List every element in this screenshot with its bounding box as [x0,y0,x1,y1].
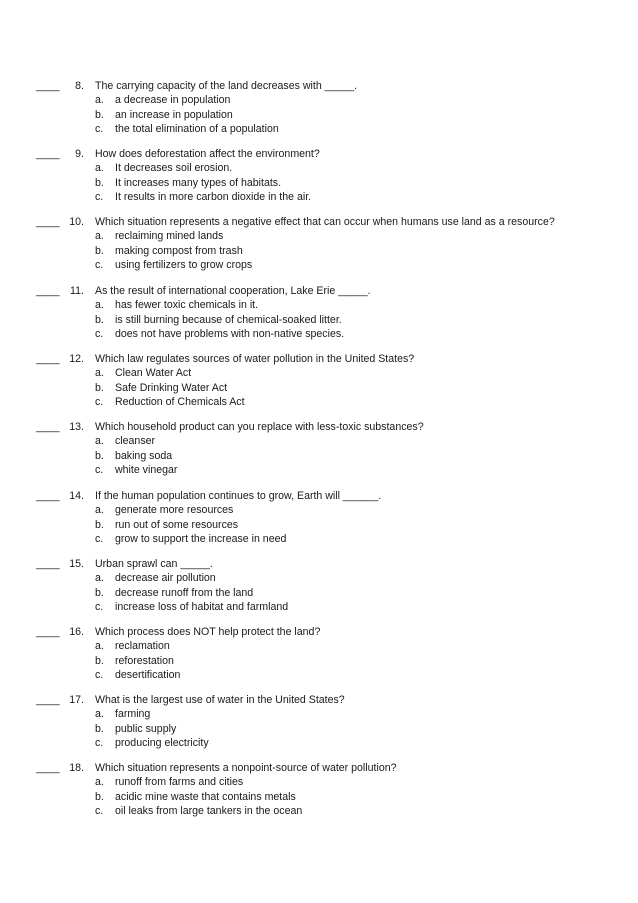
question-number: 18. [69,762,84,774]
option-letter: b. [95,518,104,531]
option-text: Reduction of Chemicals Act [115,396,245,409]
answer-blank: ____ [36,216,60,228]
option-letter: a. [95,162,104,175]
option-letter: c. [95,805,104,818]
option-text: generate more resources [115,504,234,517]
option-text: does not have problems with non-native species. [115,328,345,341]
option-letter: b. [95,381,104,394]
answer-blank: ____ [36,558,60,570]
option-b [0,244,638,258]
option-letter: c. [95,191,104,204]
option-text: white vinegar [115,464,178,477]
option-letter: c. [95,737,104,750]
option-letter: b. [95,654,104,667]
option-text: Safe Drinking Water Act [115,381,228,394]
option-a [0,571,638,585]
option-letter: a. [95,299,104,312]
option-letter: c. [95,328,104,341]
question-text: If the human population continues to grow, Earth will ______. [95,490,382,502]
question-16 [0,625,638,683]
question-number: 13. [69,421,84,433]
option-a [0,366,638,380]
option-c [0,736,638,750]
option-text: desertification [115,669,181,682]
option-text: is still burning because of chemical-soaked litter. [115,313,342,326]
question-number: 11. [70,285,84,297]
option-c [0,395,638,409]
option-b [0,518,638,532]
option-b [0,313,638,327]
option-b [0,449,638,463]
option-letter: b. [95,108,104,121]
option-text: It increases many types of habitats. [115,176,282,189]
answer-blank: ____ [36,762,60,774]
option-text: farming [115,708,151,721]
option-letter: a. [95,640,104,653]
option-b [0,586,638,600]
option-text: increase loss of habitat and farmland [115,601,289,614]
option-text: public supply [115,722,177,735]
option-b [0,790,638,804]
option-letter: c. [95,601,104,614]
option-text: reclamation [115,640,170,653]
option-letter: b. [95,449,104,462]
answer-blank: ____ [36,694,60,706]
question-text: Which situation represents a negative effect that can occur when humans use land as a resource? [95,216,555,228]
question-text: Which process does NOT help protect the land? [95,626,321,638]
option-letter: b. [95,176,104,189]
question-number: 12. [69,353,84,365]
option-a [0,503,638,517]
option-text: using fertilizers to grow crops [115,259,253,272]
question-number: 9. [75,148,84,160]
question-number: 8. [75,80,84,92]
option-letter: a. [95,230,104,243]
question-15 [0,557,638,615]
question-text: The carrying capacity of the land decreases with _____. [95,80,358,92]
option-letter: a. [95,708,104,721]
option-b [0,381,638,395]
option-text: reforestation [115,654,174,667]
option-text: oil leaks from large tankers in the ocean [115,805,303,818]
option-letter: c. [95,669,104,682]
option-a [0,707,638,721]
option-b [0,654,638,668]
question-text: How does deforestation affect the environment? [95,148,320,160]
option-c [0,600,638,614]
option-letter: b. [95,722,104,735]
option-c [0,190,638,204]
question-text: Which situation represents a nonpoint-source of water pollution? [95,762,397,774]
option-text: It results in more carbon dioxide in the air. [115,191,312,204]
answer-blank: ____ [36,421,60,433]
question-18 [0,761,638,819]
option-text: decrease runoff from the land [115,586,254,599]
question-text: Which household product can you replace with less-toxic substances? [95,421,424,433]
question-17 [0,693,638,751]
option-text: cleanser [115,435,156,448]
option-text: an increase in population [115,108,233,121]
option-text: the total elimination of a population [115,123,279,136]
option-letter: a. [95,504,104,517]
option-c [0,327,638,341]
option-letter: c. [95,123,104,136]
option-letter: c. [95,396,104,409]
option-text: a decrease in population [115,94,231,107]
option-a [0,775,638,789]
option-letter: a. [95,435,104,448]
option-letter: b. [95,244,104,257]
option-a [0,161,638,175]
option-letter: c. [95,533,104,546]
option-letter: a. [95,367,104,380]
option-letter: c. [95,464,104,477]
answer-blank: ____ [36,626,60,638]
option-a [0,93,638,107]
option-text: run out of some resources [115,518,239,531]
option-text: reclaiming mined lands [115,230,224,243]
option-letter: c. [95,259,104,272]
question-number: 17. [69,694,84,706]
answer-blank: ____ [36,80,60,92]
answer-blank: ____ [36,353,60,365]
option-b [0,176,638,190]
question-13 [0,420,638,478]
option-b [0,722,638,736]
option-text: producing electricity [115,737,209,750]
option-text: runoff from farms and cities [115,776,244,789]
question-number: 16. [69,626,84,638]
option-letter: b. [95,313,104,326]
option-a [0,229,638,243]
answer-blank: ____ [36,148,60,160]
option-text: Clean Water Act [115,367,192,380]
answer-blank: ____ [36,285,60,297]
option-letter: a. [95,572,104,585]
option-a [0,639,638,653]
option-a [0,298,638,312]
option-text: making compost from trash [115,244,243,257]
option-c [0,258,638,272]
option-text: It decreases soil erosion. [115,162,233,175]
answer-blank: ____ [36,490,60,502]
option-text: has fewer toxic chemicals in it. [115,299,259,312]
option-letter: a. [95,94,104,107]
option-letter: a. [95,776,104,789]
option-c [0,532,638,546]
question-number: 14. [69,490,84,502]
option-c [0,668,638,682]
option-letter: b. [95,586,104,599]
option-text: grow to support the increase in need [115,533,287,546]
option-text: decrease air pollution [115,572,216,585]
question-text: Which law regulates sources of water pollution in the United States? [95,353,415,365]
option-c [0,463,638,477]
question-number: 15. [69,558,84,570]
question-number: 10. [69,216,84,228]
option-text: acidic mine waste that contains metals [115,790,296,803]
option-text: baking soda [115,449,173,462]
question-8 [0,79,638,137]
option-letter: b. [95,790,104,803]
option-b [0,108,638,122]
question-9 [0,147,638,205]
question-text: What is the largest use of water in the United States? [95,694,345,706]
question-14 [0,489,638,547]
question-12 [0,352,638,410]
question-10 [0,215,638,273]
question-11 [0,284,638,342]
question-text: As the result of international cooperation, Lake Erie _____. [95,285,371,297]
option-a [0,434,638,448]
option-c [0,122,638,136]
question-text: Urban sprawl can _____. [95,558,213,570]
option-c [0,804,638,818]
